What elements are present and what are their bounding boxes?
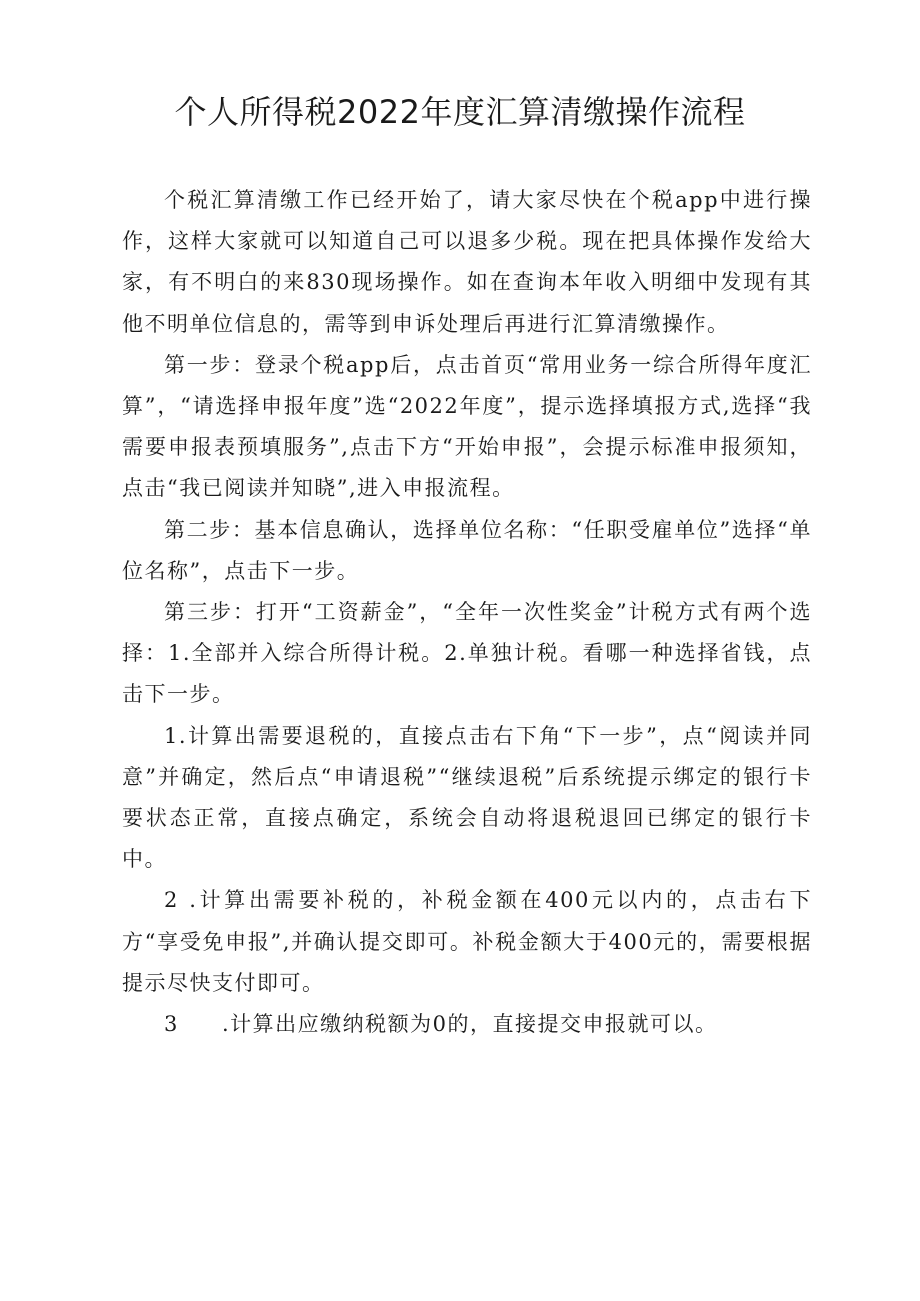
document-title: 个人所得税2022年度汇算清缴操作流程 [174, 93, 746, 131]
item-three-text: .计算出应缴纳税额为0的，直接提交申报就可以。 [222, 1012, 718, 1037]
item-three-paragraph [122, 1004, 812, 1045]
step-two-paragraph: 第二步：基本信息确认，选择单位名称：“任职受雇单位”选择“单位名称”，点击下一步。 [122, 517, 812, 583]
step-one-paragraph: 第一步：登录个税app后，点击首页“常用业务一综合所得年度汇算”，“请选择申报年度”选“2022年度”，提示选择填报方式,选择“我需要申报表预填服务”,点击下方“开始申报”，会提示标准申报须知，点击“我已阅读并知晓”,进入申报流程。 [122, 352, 812, 501]
document-body [122, 180, 812, 1045]
intro-paragraph: 个税汇算清缴工作已经开始了，请大家尽快在个税app中进行操作，这样大家就可以知道自己可以退多少税。现在把具体操作发给大家，有不明白的来830现场操作。如在查询本年收入明细中发现有其他不明单位信息的，需等到申诉处理后再进行汇算清缴操作。 [122, 188, 812, 336]
item-three-number: 3 [164, 1012, 179, 1037]
item-one-paragraph: 1.计算出需要退税的，直接点击右下角“下一步”，点“阅读并同意”并确定，然后点“申请退税”“继续退税”后系统提示绑定的银行卡要状态正常，直接点确定，系统会自动将退税退回已绑定的银行卡中。 [122, 723, 812, 872]
step-three-paragraph: 第三步：打开“工资薪金”，“全年一次性奖金”计税方式有两个选择：1.全部并入综合所得计税。2.单独计税。看哪一种选择省钱，点击下一步。 [122, 600, 812, 707]
item-two-paragraph: 2 .计算出需要补税的，补税金额在400元以内的，点击右下方“享受免申报”,并确认提交即可。补税金额大于400元的，需要根据提示尽快支付即可。 [122, 888, 812, 995]
